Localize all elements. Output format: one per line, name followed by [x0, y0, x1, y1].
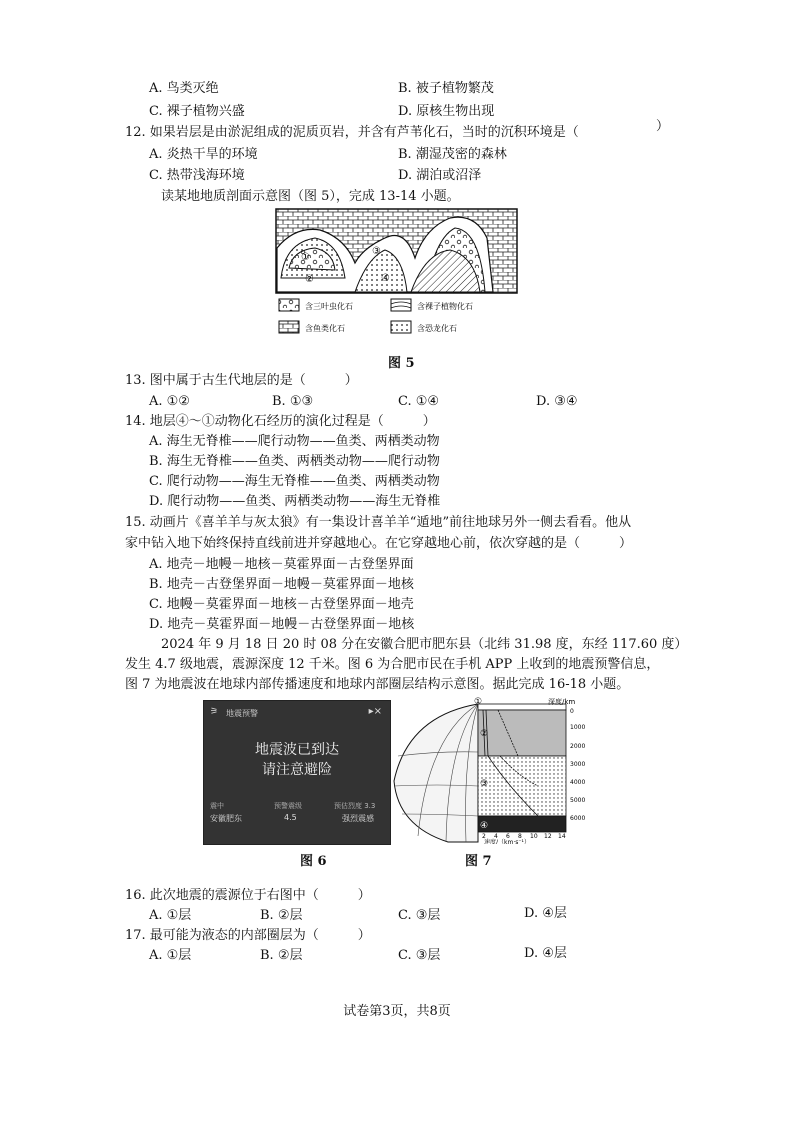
figure-5 — [275, 208, 518, 345]
q15-option-c: C. 地幔－莫霍界面－地核－古登堡界面－地壳 — [149, 597, 414, 612]
q14-option-d: D. 爬行动物——鱼类、两栖类动物——海生无脊椎 — [149, 494, 441, 509]
q16-option-d: D. ④层 — [524, 906, 567, 921]
q17-stem: 17. 最可能为液态的内部圈层为（ ） — [125, 928, 371, 943]
intro-fig67-line-2: 发生 4.7 级地震，震源深度 12 千米。图 6 为合肥市民在手机 APP 上收到的地震预警信息， — [125, 657, 660, 672]
page-footer: 试卷第3页，共8页 — [343, 1004, 451, 1019]
speed-tick-6: 6 — [506, 833, 510, 840]
q11-option-c: C. 裸子植物兴盛 — [149, 104, 245, 119]
q15-option-d: D. 地壳－莫霍界面－地幔－古登堡界面－地核 — [149, 617, 415, 632]
legend-trilobite: 含三叶虫化石 — [305, 302, 353, 311]
intensity-label: 预估烈度 3.3 — [334, 802, 376, 810]
legend-swatch-fish — [279, 321, 299, 333]
warning-bell-icon: ⚞ — [210, 707, 219, 717]
q15-option-a: A. 地壳－地幔－地核－莫霍界面－古登堡界面 — [149, 557, 414, 572]
geologic-section-diagram — [275, 208, 518, 345]
q13-option-a: A. ①② — [149, 394, 190, 409]
q16-option-a: A. ①层 — [149, 908, 192, 923]
q12-stem: 12. 如果岩层是由淤泥组成的泥质页岩，并含有芦苇化石，当时的沉积环境是（ — [125, 125, 579, 140]
q15-line-2: 家中钻入地下始终保持直线前进并穿越地心。在它穿越地心前，依次穿越的是（ ） — [125, 536, 633, 551]
layer-label-3: ③ — [372, 246, 381, 257]
magnitude-value: 4.5 — [284, 813, 297, 822]
epicenter-value: 安徽肥东 — [210, 814, 242, 823]
epicenter-label: 震中 — [210, 802, 224, 810]
legend-swatch-dinosaur — [391, 321, 411, 333]
legend-gymnosperm: 含裸子植物化石 — [417, 302, 473, 311]
q14-option-b: B. 海生无脊椎——鱼类、两栖类动物——爬行动物 — [149, 454, 440, 469]
q16-stem: 16. 此次地震的震源位于右图中（ ） — [125, 888, 371, 903]
q15-option-b: B. 地壳－古登堡界面－地幔－莫霍界面－地核 — [149, 577, 414, 592]
q17-option-c: C. ③层 — [398, 948, 441, 963]
speed-axis-label: 速度/（km·s⁻¹） — [484, 839, 530, 844]
figure-7-caption: 图 7 — [465, 854, 492, 869]
q12-option-d: D. 湖泊或沼泽 — [398, 168, 482, 183]
q13-option-b: B. ①③ — [272, 394, 314, 409]
layer-label-3: ③ — [480, 779, 489, 789]
q12-option-c: C. 热带浅海环境 — [149, 168, 245, 183]
q11-option-d: D. 原核生物出现 — [398, 104, 495, 119]
depth-tick-2000: 2000 — [570, 743, 586, 750]
q13-stem: 13. 图中属于古生代地层的是（ ） — [125, 373, 358, 388]
speed-tick-12: 12 — [544, 833, 552, 840]
figure-7 — [388, 696, 598, 844]
depth-tick-4000: 4000 — [570, 779, 586, 786]
q17-option-a: A. ①层 — [149, 948, 192, 963]
q13-option-d: D. ③④ — [536, 394, 578, 409]
intensity-value: 强烈震感 — [342, 814, 374, 823]
depth-tick-1000: 1000 — [570, 724, 586, 731]
alert-line-2: 请注意避险 — [262, 762, 332, 778]
legend-dinosaur: 含恐龙化石 — [417, 324, 457, 333]
q17-option-b: B. ②层 — [260, 948, 303, 963]
figure-6-phone-alert — [203, 700, 391, 845]
intro-fig5: 读某地地质剖面示意图（图 5），完成 13-14 小题。 — [161, 189, 460, 204]
speed-tick-10: 10 — [530, 833, 538, 840]
layer-label-4: ④ — [480, 821, 489, 831]
layer-label-2: ② — [480, 729, 489, 739]
q16-option-c: C. ③层 — [398, 908, 441, 923]
layer-label-1: ① — [301, 252, 310, 263]
legend-swatch-gymnosperm — [391, 299, 411, 311]
speed-tick-14: 14 — [558, 833, 566, 840]
layer-label-1: ① — [474, 697, 483, 707]
depth-tick-5000: 5000 — [570, 797, 586, 804]
intro-fig67-line-1: 2024 年 9 月 18 日 20 时 08 分在安徽合肥市肥东县（北纬 31.98 度，东经 117.60 度） — [161, 637, 688, 652]
q15-line-1: 15. 动画片《喜羊羊与灰太狼》有一集设计喜羊羊“遁地”前往地球另外一侧去看看。他从 — [125, 515, 632, 530]
app-title: 地震预警 — [226, 709, 258, 718]
earth-structure-diagram — [388, 696, 598, 844]
q14-stem: 14. 地层④～①动物化石经历的演化过程是（ ） — [125, 414, 436, 429]
q11-option-b: B. 被子植物繁茂 — [398, 81, 494, 96]
q14-option-a: A. 海生无脊椎——爬行动物——鱼类、两栖类动物 — [149, 434, 440, 449]
layer-label-4: ④ — [381, 273, 390, 284]
magnitude-label: 预警震级 — [274, 802, 302, 810]
speed-tick-8: 8 — [518, 833, 522, 840]
layer-label-2: ② — [305, 274, 314, 285]
q12-option-b: B. 潮湿茂密的森林 — [398, 147, 507, 162]
q13-option-c: C. ①④ — [398, 394, 440, 409]
legend-swatch-trilobite — [279, 299, 299, 311]
intro-fig67-line-3: 图 7 为地震波在地球内部传播速度和地球内部圈层结构示意图。据此完成 16-18 小题。 — [125, 677, 630, 692]
q12-close-paren: ） — [656, 119, 670, 134]
speed-tick-2: 2 — [482, 833, 486, 840]
depth-tick-3000: 3000 — [570, 761, 586, 768]
speed-tick-4: 4 — [494, 833, 498, 840]
q16-option-b: B. ②层 — [260, 908, 303, 923]
q11-option-a: A. 鸟类灭绝 — [149, 81, 219, 96]
figure-5-caption: 图 5 — [388, 356, 415, 371]
depth-tick-6000: 6000 — [570, 815, 586, 822]
mute-icon: ▸× — [368, 706, 382, 717]
figure-6-caption: 图 6 — [300, 854, 327, 869]
q17-option-d: D. ④层 — [524, 946, 567, 961]
alert-line-1: 地震波已到达 — [255, 742, 339, 758]
q14-option-c: C. 爬行动物——海生无脊椎——鱼类、两栖类动物 — [149, 474, 440, 489]
legend-fish: 含鱼类化石 — [305, 324, 345, 333]
depth-axis-label: 深度/km — [548, 698, 576, 706]
depth-tick-0: 0 — [570, 708, 574, 715]
q12-option-a: A. 炎热干旱的环境 — [149, 147, 258, 162]
